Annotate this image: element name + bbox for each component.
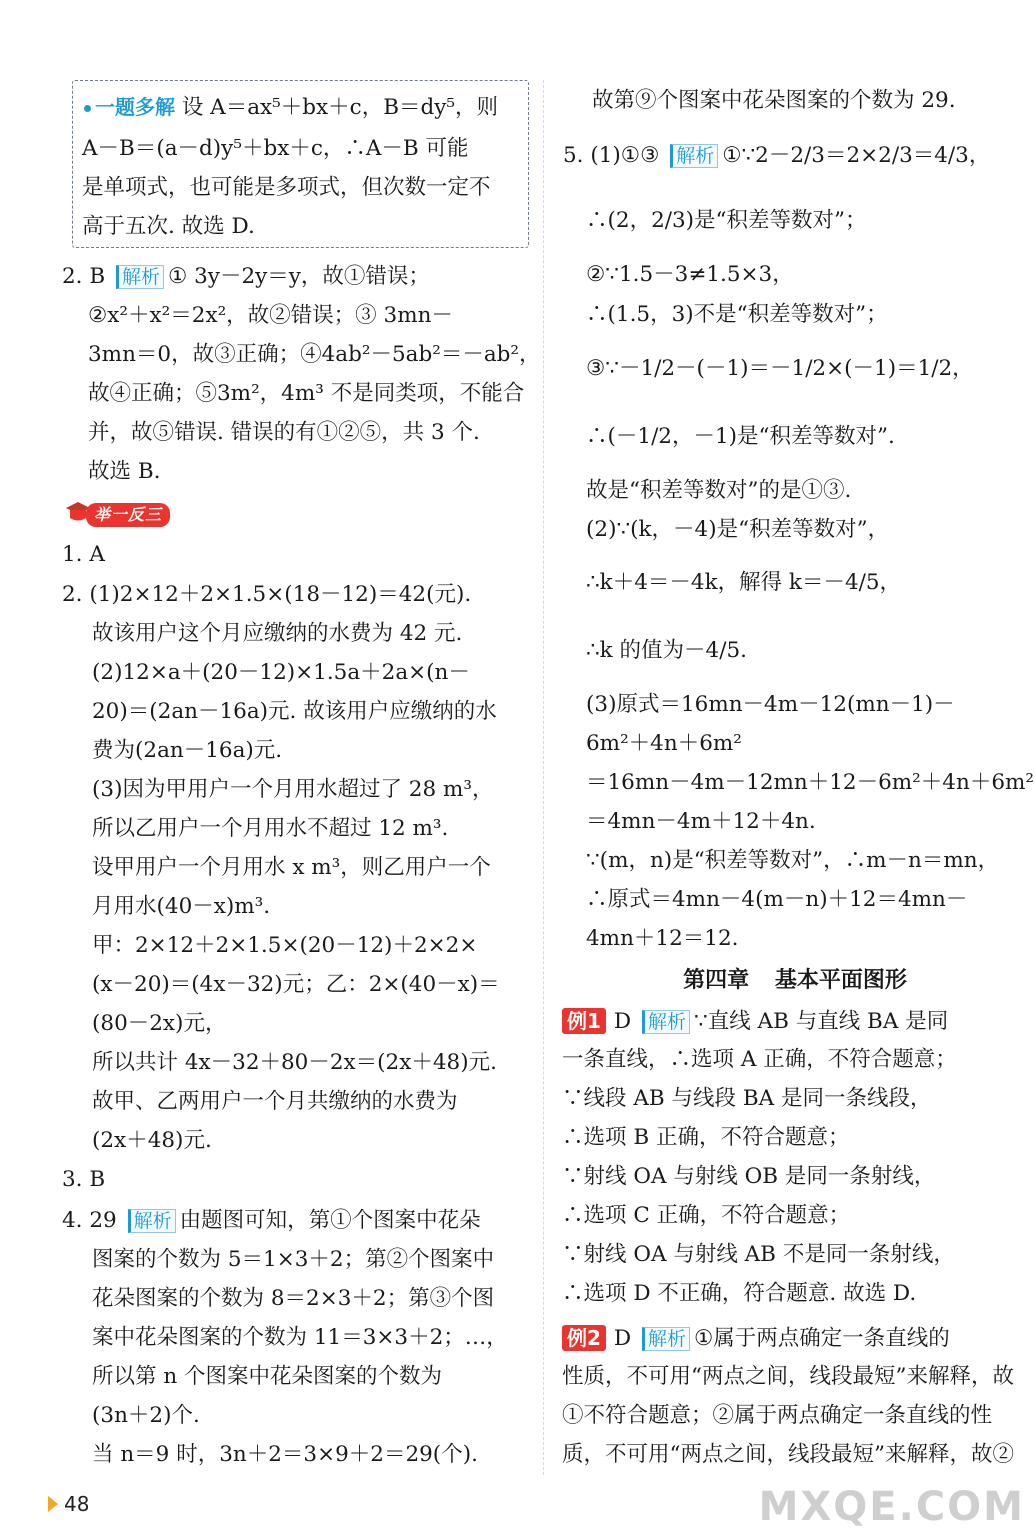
- box-line-4: 高于五次. 故选 D.: [82, 214, 255, 239]
- analysis-tag: 解析: [642, 1010, 690, 1034]
- q5-line: ∴(2，2/3)是“积差等数对”；: [586, 208, 867, 233]
- list-item: (3)因为甲用户一个月用水超过了 28 m³，: [92, 777, 494, 802]
- q2-line: 故选 B.: [88, 459, 161, 484]
- q2-answer: 2. B: [62, 264, 106, 289]
- q2-line: 并，故⑤错误. 错误的有①②⑤，共 3 个.: [88, 420, 480, 445]
- q2-first-line: [62, 264, 430, 292]
- list-item: 甲：2×12＋2×1.5×(20－12)＋2×2×: [92, 933, 478, 958]
- q2-line: 3mn＝0，故③正确；④4ab²－5ab²＝－ab²，: [88, 342, 541, 367]
- ex1-answer: D: [613, 1009, 632, 1034]
- list-item: 1. A: [62, 542, 105, 567]
- q2-text: ① 3y－2y＝y，故①错误；: [168, 264, 430, 289]
- q4-line: 当 n＝9 时，3n＋2＝3×9＋2＝29(个).: [92, 1442, 478, 1467]
- ex1-line: ∵射线 OA 与射线 OB 是同一条射线，: [562, 1164, 936, 1189]
- list-item: 费为(2an－16a)元.: [92, 738, 283, 763]
- list-item: 故甲、乙两用户一个月共缴纳的水费为: [92, 1089, 458, 1114]
- q4-line: 所以第 n 个图案中花朵图案的个数为: [92, 1364, 443, 1389]
- ex1-line: ∴选项 B 正确，不符合题意；: [562, 1125, 850, 1150]
- q4-answer: 4. 29: [62, 1208, 117, 1233]
- list-item: 20)＝(2an－16a)元. 故该用户应缴纳的水: [92, 699, 497, 724]
- list-item: 3. B: [62, 1167, 106, 1192]
- section-label: 举一反三: [86, 503, 170, 527]
- ex1-line: ∴选项 C 正确，不符合题意；: [562, 1203, 851, 1228]
- q5-line: ∴k＋4＝－4k，解得 k＝－4/5，: [586, 570, 902, 595]
- bullet-dot-icon: [84, 105, 91, 112]
- box-line-1: [84, 94, 498, 122]
- ex2-first-line: [562, 1325, 950, 1353]
- list-item: 所以共计 4x－32＋80－2x＝(2x＋48)元.: [92, 1050, 497, 1075]
- watermark: MXQE.COM: [758, 1484, 1025, 1530]
- ex1-line: 一条直线，∴选项 A 正确，不符合题意；: [562, 1047, 957, 1072]
- q4-line: 图案的个数为 5＝1×3＋2；第②个图案中: [92, 1247, 495, 1272]
- list-item: (80－2x)元，: [92, 1011, 227, 1036]
- q5-line: (3)原式＝16mn－4m－12(mn－1)－: [586, 692, 955, 717]
- ex2-line: 性质，不可用“两点之间，线段最短”来解释，故: [562, 1364, 1014, 1389]
- q5-line: ＝16mn－4m－12mn＋12－6m²＋4n＋6m²: [586, 770, 1035, 795]
- list-item: (2x＋48)元.: [92, 1128, 212, 1153]
- list-item: 所以乙用户一个月用水不超过 12 m³.: [92, 816, 449, 841]
- example-badge: 例1: [562, 1008, 606, 1034]
- column-divider: [543, 80, 544, 1475]
- analysis-tag: 解析: [670, 144, 718, 168]
- q5-answer: 5. (1)①③: [563, 143, 660, 168]
- analysis-tag: 解析: [116, 265, 164, 289]
- q4-first-line: [62, 1208, 481, 1236]
- box-text: 设 A＝ax⁵＋bx＋c，B＝dy⁵，则: [181, 95, 499, 120]
- ex2-line: ①不符合题意；②属于两点确定一条直线的性: [562, 1403, 993, 1428]
- analysis-tag: 解析: [128, 1209, 176, 1233]
- q5-line: ∴原式＝4mn－4(m－n)＋12＝4mn－: [586, 887, 968, 912]
- right-top-line: 故第⑨个图案中花朵图案的个数为 29.: [592, 88, 956, 113]
- analysis-tag: 解析: [642, 1327, 690, 1351]
- box-line-3: 是单项式，也可能是多项式，但次数一定不: [82, 175, 491, 200]
- q4-line: 案中花朵图案的个数为 11＝3×3＋2；…，: [92, 1325, 508, 1350]
- q5-first-line: [563, 143, 990, 171]
- q2-line: 故④正确；⑤3m²，4m³ 不是同类项，不能合: [88, 381, 525, 406]
- q5-line: ∴(－1/2，－1)是“积差等数对”.: [586, 424, 895, 449]
- box-label: 一题多解: [95, 95, 175, 119]
- chapter-title: 第四章 基本平面图形: [683, 968, 907, 993]
- box-line-2: A－B＝(a－d)y⁵＋bx＋c，∴A－B 可能: [82, 136, 469, 161]
- q5-line: 故是“积差等数对”的是①③.: [586, 478, 852, 503]
- list-item: 2. (1)2×12＋2×1.5×(18－12)＝42(元).: [62, 582, 472, 607]
- ex2-answer: D: [613, 1326, 632, 1351]
- q5-text: ①∵2－2/3＝2×2/3＝4/3，: [722, 143, 991, 168]
- list-item: 月用水(40－x)m³.: [92, 894, 271, 919]
- ex1-first-line: [562, 1008, 948, 1036]
- q2-line: ②x²＋x²＝2x²，故②错误；③ 3mn－: [88, 303, 453, 328]
- ex1-line: ∵射线 OA 与射线 AB 不是同一条射线，: [562, 1242, 955, 1267]
- q5-line: ②∵1.5－3≠1.5×3，: [586, 262, 794, 287]
- ex2-line: 质，不可用“两点之间，线段最短”来解释，故②: [562, 1442, 1014, 1467]
- q5-line: (2)∵(k，－4)是“积差等数对”，: [586, 517, 890, 542]
- list-item: (x－20)＝(4x－32)元；乙：2×(40－x)＝: [92, 972, 500, 997]
- page-marker-icon: [48, 1496, 58, 1512]
- q5-line: ＝4mn－4m＋12＋4n.: [586, 809, 816, 834]
- q5-line: 4mn＋12＝12.: [586, 926, 739, 951]
- example-badge: 例2: [562, 1325, 606, 1351]
- q4-line: (3n＋2)个.: [92, 1403, 200, 1428]
- q5-line: ∵(m，n)是“积差等数对”，∴m－n＝mn，: [586, 848, 1000, 873]
- ex2-text: ①属于两点确定一条直线的: [694, 1326, 950, 1351]
- ex1-line: ∴选项 D 不正确，符合题意. 故选 D.: [562, 1281, 917, 1306]
- list-item: (2)12×a＋(20－12)×1.5a＋2a×(n－: [92, 660, 470, 685]
- page-number: 48: [64, 1492, 90, 1516]
- ex1-line: ∵线段 AB 与线段 BA 是同一条线段，: [562, 1086, 932, 1111]
- q4-text: 由题图可知，第①个图案中花朵: [179, 1208, 481, 1233]
- list-item: 设甲用户一个月用水 x m³，则乙用户一个: [92, 855, 491, 880]
- q5-line: ∴k 的值为－4/5.: [586, 638, 747, 663]
- q5-line: 6m²＋4n＋6m²: [586, 731, 742, 756]
- list-item: 故该用户这个月应缴纳的水费为 42 元.: [92, 621, 463, 646]
- ex1-text: ∵直线 AB 与直线 BA 是同: [694, 1009, 949, 1034]
- q5-line: ③∵－1/2－(－1)＝－1/2×(－1)＝1/2，: [586, 356, 974, 381]
- q5-line: ∴(1.5，3)不是“积差等数对”；: [586, 302, 888, 327]
- q4-line: 花朵图案的个数为 8＝2×3＋2；第③个图: [92, 1286, 495, 1311]
